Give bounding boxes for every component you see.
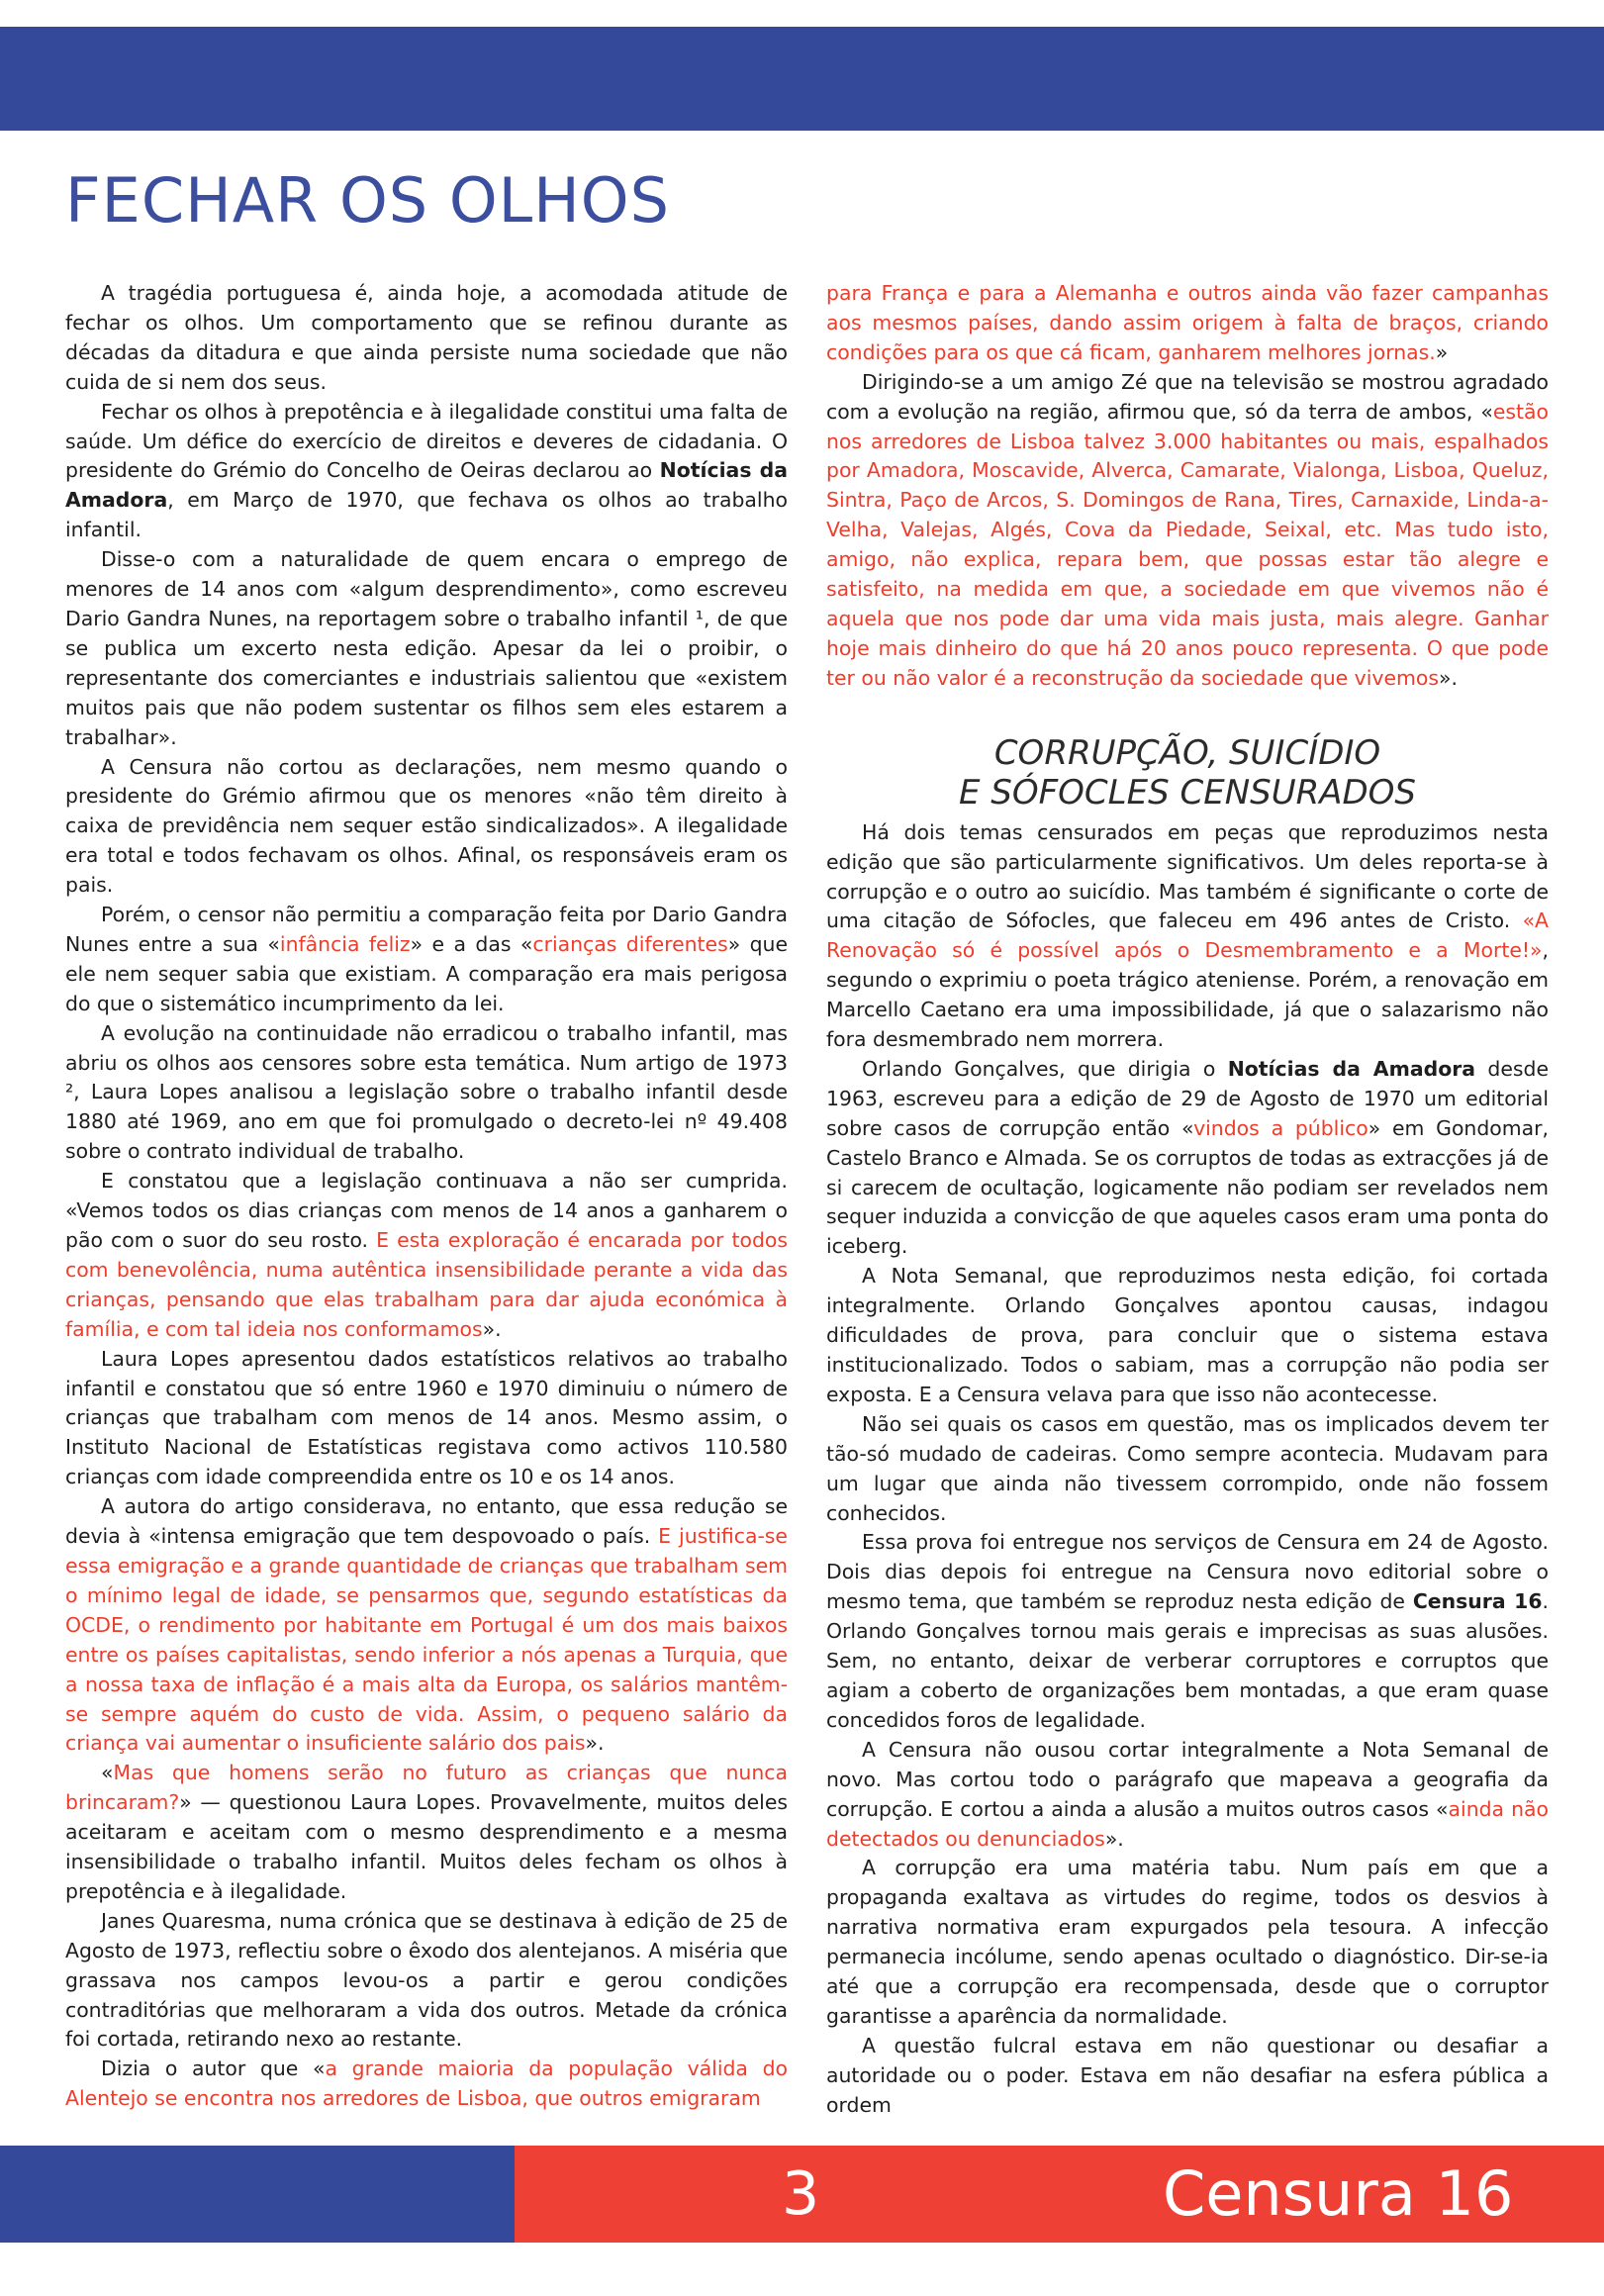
- right-column: [826, 279, 1549, 2121]
- paragraph: Laura Lopes apresentou dados estatísticos relativos ao trabalho infantil e constatou que só entre 1960 e 1970 diminuiu o número de crianças que trabalham com menos de 14 anos. Mesmo assim, o Instituto Nacional de Estatísticas registava como activos 110.580 crianças com idade compreendida entre os 10 e os 14 anos.: [65, 1346, 788, 1489]
- paragraph: para França e para a Alemanha e outros ainda vão fazer campanhas aos mesmos países, dando assim origem à falta de braços, criando condições para os que cá ficam, ganharem melhores jornas.»: [826, 281, 1549, 364]
- paragraph: A autora do artigo considerava, no entanto, que essa redução se devia à «intensa emigração que tem despovoado o país. E justifica-se essa emigração e a grande quantidade de crianças que trabalham sem o mínimo legal de idade, se pensarmos que, segundo estatísticas da OCDE, o rendimento por habitante em Portugal é um dos mais baixos entre os países capitalistas, sendo inferior a nós apenas a Turquia, que a nossa taxa de inflação é a mais alta da Europa, os salários mantêm-se sempre aquém do custo de vida. Assim, o pequeno salário da criança vai aumentar o insuficiente salário dos pais».: [65, 1494, 788, 1756]
- page-number: 3: [782, 2159, 820, 2229]
- publication-name: Notícias da Amadora: [1227, 1056, 1476, 1081]
- censored-text: vindos a público: [1193, 1115, 1368, 1140]
- paragraph: Não sei quais os casos em questão, mas os implicados devem ter tão-só mudado de cadeiras. Como sempre acontecia. Mudavam para um lugar que ainda não tivessem corrompido, onde não fossem conhecidos.: [826, 1411, 1549, 1525]
- paragraph: A Censura não ousou cortar integralmente a Nota Semanal de novo. Mas cortou todo o parágrafo que mapeava a geografia da corrupção. E cortou a ainda a alusão a muitos outros casos «ainda não detectados ou denunciados».: [826, 1737, 1549, 1851]
- paragraph: A corrupção era uma matéria tabu. Num país em que a propaganda exaltava as virtudes do regime, todos os desvios à narrativa normativa eram expurgados pela tesoura. A infecção permanecia incólume, sendo apenas ocultado o diagnóstico. Dir-se-ia até que a corrupção era recompensada, desde que o corruptor garantisse a aparência da normalidade.: [826, 1856, 1549, 2028]
- paragraph: Fechar os olhos à prepotência e à ilegalidade constitui uma falta de saúde. Um défice do exercício de direitos e deveres de cidadania. O presidente do Grémio do Concelho de Oeiras declarou ao Notícias da Amadora, em Março de 1970, que fechava os olhos ao trabalho infantil.: [65, 399, 788, 542]
- paragraph: Há dois temas censurados em peças que reproduzimos nesta edição que são particularmente significativos. Um deles reporta-se à corrupção e o outro ao suicídio. Mas também é significante o corte de uma citação de Sófocles, que faleceu em 496 antes de Cristo. «A Renovação só é possível após o Desmembramento e a Morte!», segundo o exprimiu o poeta trágico ateniense. Porém, a renovação em Marcello Caetano era uma impossibilidade, já que o salazarismo não fora desmembrado nem morrera.: [826, 819, 1549, 1052]
- top-color-band: [0, 27, 1604, 131]
- censored-text: crianças diferentes: [532, 931, 728, 956]
- paragraph: A Nota Semanal, que reproduzimos nesta edição, foi cortada integralmente. Orlando Gonçalves apontou causas, indagou dificuldades de prova, para concluir que o sistema estava institucionalizado. Todos o sabiam, mas a corrupção não podia ser exposta. E a Censura velava para que isso não acontecesse.: [826, 1264, 1549, 1406]
- page-title: FECHAR OS OLHOS: [65, 164, 670, 237]
- censored-text: E esta exploração é encarada por todos com benevolência, numa autêntica insensibilidade perante a vida das crianças, pensando que elas trabalham para dar ajuda económica à família, e com tal ideia nos conformamos: [65, 1228, 788, 1341]
- censored-text: infância feliz: [279, 931, 411, 956]
- censored-text: «A Renovação só é possível após o Desmembramento e a Morte!»: [826, 909, 1549, 963]
- issue-label: Censura 16: [1163, 2157, 1514, 2230]
- censored-text: para França e para a Alemanha e outros ainda vão fazer campanhas aos mesmos países, dando assim origem à falta de braços, criando condições para os que cá ficam, ganharem melhores jornas.: [826, 281, 1549, 364]
- paragraph: E constatou que a legislação continuava a não ser cumprida. «Vemos todos os dias crianças com menos de 14 anos a ganharem o pão com o suor do seu rosto. E esta exploração é encarada por todos com benevolência, numa autêntica insensibilidade perante a vida das crianças, pensando que elas trabalham para dar ajuda económica à família, e com tal ideia nos conformamos».: [65, 1169, 788, 1341]
- left-column: [65, 279, 788, 2114]
- censored-text: E justifica-se essa emigração e a grande quantidade de crianças que trabalham sem o mínimo legal de idade, se pensarmos que, segundo estatísticas da OCDE, o rendimento por habitante em Portugal é um dos mais baixos entre os países capitalistas, sendo inferior a nós apenas a Turquia, que a nossa taxa de inflação é a mais alta da Europa, os salários mantêm-se sempre aquém do custo de vida. Assim, o pequeno salário da criança vai aumentar o insuficiente salário dos pais: [65, 1524, 788, 1756]
- section-title: CORRUPÇÃO, SUICÍDIO E SÓFOCLES CENSURADOS: [958, 732, 1417, 813]
- paragraph: A tragédia portuguesa é, ainda hoje, a acomodada atitude de fechar os olhos. Um comportamento que se refinou durante as décadas da ditadura e que ainda persiste numa sociedade que não cuida de si nem dos seus.: [65, 281, 788, 394]
- paragraph: A evolução na continuidade não erradicou o trabalho infantil, mas abriu os olhos aos censores sobre esta temática. Num artigo de 1973 ², Laura Lopes analisou a legislação sobre o trabalho infantil desde 1880 até 1969, ano em que foi promulgado o decreto-lei nº 49.408 sobre o contrato individual de trabalho.: [65, 1020, 788, 1164]
- censored-text: estão nos arredores de Lisboa talvez 3.000 habitantes ou mais, espalhados por Amadora, Moscavide, Alverca, Camarate, Vialonga, Lisboa, Queluz, Sintra, Paço de Arcos, S. Domingos de Rana, Tires, Carnaxide, Linda-a-Velha, Valejas, Algés, Cova da Piedade, Seixal, etc. Mas tudo isto, amigo, não explica, repara bem, que possas estar tão alegre e satisfeito, na medida em que, a sociedade em que vivemos não é aquela que nos pode dar uma vida mais justa, mais alegre. Ganhar hoje mais dinheiro do que há 20 anos pouco representa. O que pode ter ou não valor é a reconstrução da sociedade que vivemos: [826, 399, 1549, 690]
- publication-name: Notícias da Amadora: [65, 458, 788, 513]
- paragraph: Porém, o censor não permitiu a comparação feita por Dario Gandra Nunes entre a sua «infância feliz» e a das «crianças diferentes» que ele nem sequer sabia que existiam. A comparação era mais perigosa do que o sistemático incumprimento da lei.: [65, 903, 789, 1015]
- paragraph: A questão fulcral estava em não questionar ou desafiar a autoridade ou o poder. Estava em não desafiar na esfera pública a ordem: [826, 2033, 1549, 2117]
- paragraph: Dizia o autor que «a grande maioria da população válida do Alentejo se encontra nos arredores de Lisboa, que outros emigraram: [65, 2057, 788, 2111]
- paragraph: Dirigindo-se a um amigo Zé que na televisão se mostrou agradado com a evolução na região, afirmou que, só da terra de ambos, «estão nos arredores de Lisboa talvez 3.000 habitantes ou mais, espalhados por Amadora, Moscavide, Alverca, Camarate, Vialonga, Lisboa, Queluz, Sintra, Paço de Arcos, S. Domingos de Rana, Tires, Carnaxide, Linda-a-Velha, Valejas, Algés, Cova da Piedade, Seixal, etc. Mas tudo isto, amigo, não explica, repara bem, que possas estar tão alegre e satisfeito, na medida em que, a sociedade em que vivemos não é aquela que nos pode dar uma vida mais justa, mais alegre. Ganhar hoje mais dinheiro do que há 20 anos pouco representa. O que pode ter ou não valor é a reconstrução da sociedade que vivemos».: [826, 369, 1549, 690]
- footer-blue-band: [0, 2146, 515, 2243]
- publication-name: Censura 16: [1412, 1589, 1543, 1614]
- paragraph: «Mas que homens serão no futuro as crianças que nunca brincaram?» — questionou Laura Lopes. Provavelmente, muitos deles aceitaram e aceitam com o mesmo desprendimento e a mesma insensibilidade o trabalho infantil. Muitos deles fecham os olhos à prepotência e à ilegalidade.: [65, 1761, 788, 1903]
- paragraph: Orlando Gonçalves, que dirigia o Notícias da Amadora desde 1963, escreveu para a edição de 29 de Agosto de 1970 um editorial sobre casos de corrupção então «vindos a público» em Gondomar, Castelo Branco e Almada. Se os corruptos de todas as extracções já de si carecem de ocultação, logicamente não podiam ser revelados nem sequer induzida a convicção de que aqueles casos eram uma ponta do iceberg.: [826, 1056, 1549, 1259]
- paragraph: Disse-o com a naturalidade de quem encara o emprego de menores de 14 anos com «algum desprendimento», como escreveu Dario Gandra Nunes, na reportagem sobre o trabalho infantil ¹, de que se publica um excerto nesta edição. Apesar da lei o proibir, o representante dos comerciantes e industriais salientou que «existem muitos pais que não podem sustentar os filhos sem eles estarem a trabalhar».: [65, 547, 788, 749]
- censored-text: ainda não detectados ou denunciados: [826, 1796, 1549, 1851]
- paragraph: Essa prova foi entregue nos serviços de Censura em 24 de Agosto. Dois dias depois foi entregue na Censura novo editorial sobre o mesmo tema, que também se reproduz nesta edição de Censura 16. Orlando Gonçalves tornou mais gerais e imprecisas as suas alusões. Sem, no entanto, deixar de verberar corruptores e corruptos que agiam a coberto de organizações bem montadas, a que eram quase concedidos foros de legalidade.: [826, 1530, 1549, 1732]
- paragraph: Janes Quaresma, numa crónica que se destinava à edição de 25 de Agosto de 1973, reflectiu sobre o êxodo dos alentejanos. A miséria que grassava nos campos levou-os a partir e gerou condições contraditórias que melhoraram a vida dos outros. Metade da crónica foi cortada, retirando nexo ao restante.: [65, 1908, 788, 2052]
- censored-text: a grande maioria da população válida do Alentejo se encontra nos arredores de Lisboa, que outros emigraram: [65, 2057, 788, 2111]
- paragraph: A Censura não cortou as declarações, nem mesmo quando o presidente do Grémio afirmou que os menores «não têm direito à caixa de previdência nem sequer estão sindicalizados». A ilegalidade era total e todos fechavam os olhos. Afinal, os responsáveis eram os pais.: [65, 754, 788, 898]
- censored-text: Mas que homens serão no futuro as crianças que nunca brincaram?: [65, 1761, 788, 1815]
